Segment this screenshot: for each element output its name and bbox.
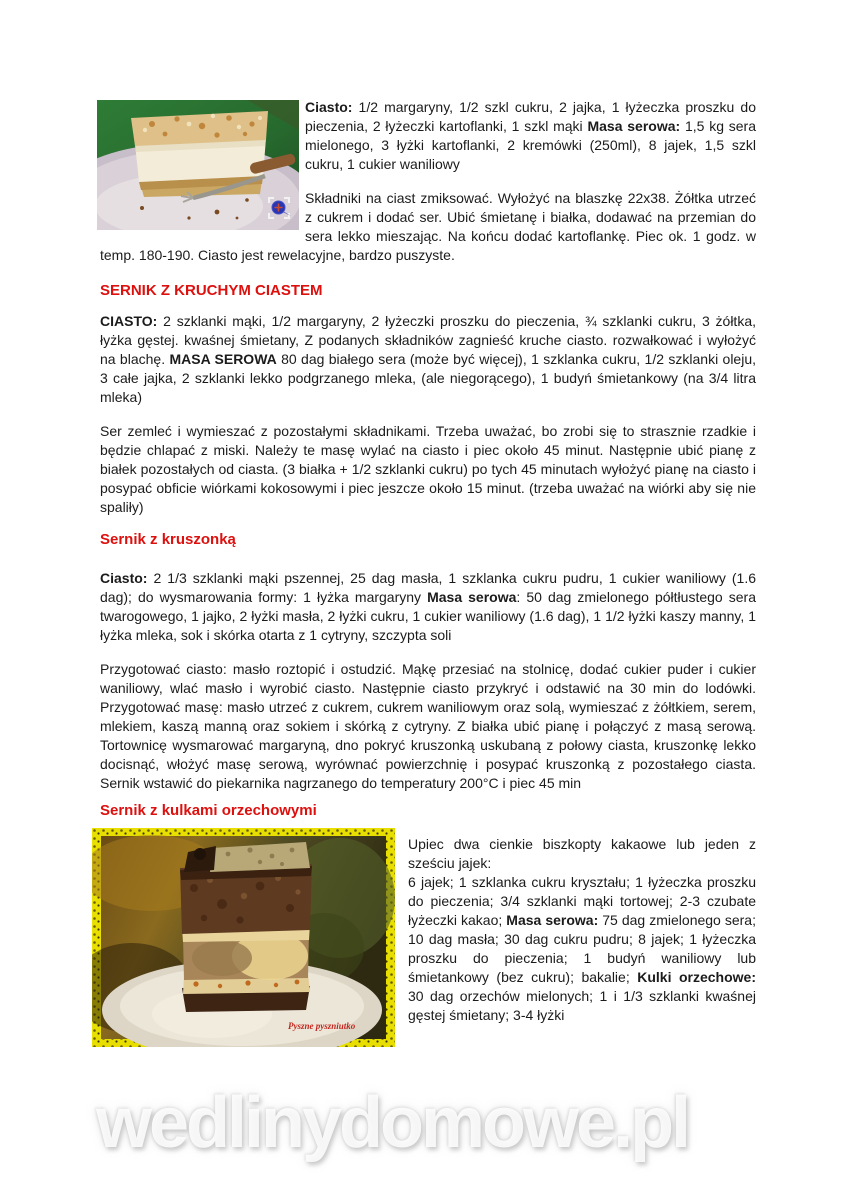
kulki-intro-line: Upiec dwa cienkie biszkopty kakaowe lub jeden z sześciu jajek: (408, 836, 756, 871)
label-masa-serowa-caps: MASA SEROWA (169, 351, 277, 367)
cake-slice (180, 842, 312, 1012)
document-body (100, 98, 756, 1050)
label-ciasto-caps: CIASTO: (100, 313, 158, 329)
cheesecake-photo (97, 100, 299, 230)
intro-method-paragraph: Składniki na ciast zmiksować. Wyłożyć na blaszkę 22x38. Żółtka utrzeć z cukrem i dodać ser. Ubić śmietanę i białka, dodawać na przemian do sera lekko mieszając. Na końcu dodać kartoflankę. Piec ok. 1 godz. w temp. 180-190. Ciasto jest rewelacyjne, bardzo puszyste. (100, 190, 756, 263)
label-masa-serowa: Masa serowa: (587, 118, 681, 134)
heading-sernik-z-kulkami-orzechowymi: Sernik z kulkami orzechowymi (100, 802, 317, 819)
kruszonka-method-paragraph: Przygotować ciasto: masło roztopić i ostudzić. Mąkę przesiać na stolnicę, dodać cukier puder i cukier waniliowy, wlać masło i wyrobić ciasto. Następnie ciasto przykryć i odstawić na 30 min do lodówki. Przygotować masę: masło utrzeć z cukrem, cukrem waniliowym oraz solą, wymieszać z żółtkiem, serem, mlekiem, kaszą manną oraz sokiem i skórką z cytryny. Z białka ubić pianę i połączyć z masą serową. Tortownicę wysmarować margaryną, dno pokryć kruszonką uskubaną z połowy ciasta, kruszonkę lekko docisnąć, włożyć masę serową, wyrównać powierzchnię i posypać kruszonką z pozostałego ciasta. Sernik wstawić do piekarnika nagrzanego do temperatury 200°C i piec 45 min (100, 661, 756, 791)
kruchy-method-paragraph: Ser zemleć i wymieszać z pozostałymi składnikami. Trzeba uważać, bo zrobi się to strasznie rzadkie i będzie chlapać z miski. Należy te masę wylać na ciasto i piec około 45 minut. Następnie ubić pianę z białek pozostałych od ciasta. (3 białka + 1/2 szklanki cukru) po tych 45 minutach wyłożyć pianę na ciasto i posypać obficie wiórkami kokosowymi i piec jeszcze około 15 minut. (trzeba uważać na wiórki aby się nie spaliły) (100, 423, 756, 515)
section-kulki (100, 820, 756, 1031)
chocolate-cake-photo-art (92, 828, 395, 1047)
photo-inner (92, 835, 395, 1047)
intro-ingredients-text-2: 1,5 kg sera mielonego, 3 łyżki kartoflanki, 2 kremówki (250ml), 8 jajek, 1,5 szkl cukru, 1 cukier waniliowy (305, 118, 756, 172)
kruchy-ingredients-text-1: 2 szklanki mąki, 1/2 margaryny, 2 łyżeczki proszku do pieczenia, ¾ szklanki cukru, 3 żółtka, łyżka gęstej. kwaśnej śmietany, Z podanych składników zagnieść kruche ciasto. rozwałkować i wyłożyć na blachę. (100, 313, 756, 367)
kruchy-ingredients-paragraph (100, 312, 756, 407)
heading-sernik-z-kruchym-ciastem: SERNIK Z KRUCHYM CIASTEM (100, 282, 323, 299)
intro-ingredients-text-1: 1/2 margaryny, 1/2 szkl cukru, 2 jajka, 1 łyżeczka proszku do pieczenia, 2 łyżeczki kartoflanki, 1 szkl mąki (305, 99, 756, 134)
watermark: wedlinydomowe.pl (96, 1083, 689, 1163)
kruchy-ingredients-text-2: 80 dag białego sera (może być więcej), 1 szklanka cukru, 1/2 szklanki oleju, 3 całe jajka, 2 szklanki lekko podgrzanego mleka, (ale niegorącego), 1 budyń śmietankowy (na 3/4 litra mleka) (100, 351, 757, 405)
kruszonka-ingredients-text-2: : 50 dag zmielonego półtłustego sera twarogowego, 1 jajko, 2 łyżki masła, 2 łyżki cukru, 1 cukier waniliowy (1.6 dag), 1 1/2 łyżki kaszy manny, 1 łyżka mleka, sok i skórka otarta z 1 cytryny, szczypta soli (100, 589, 756, 643)
kulki-ingredients-text-1: 6 jajek; 1 szklanka cukru kryształu; 1 łyżeczka proszku do pieczenia; 3/4 szklanki mąki tortowej; 2-3 czubate łyżeczki kakao; (408, 874, 756, 928)
kruszonka-ingredients-paragraph (100, 569, 756, 645)
label-ciasto-2: Ciasto: (100, 570, 148, 586)
kruszonka-ingredients-text-1: 2 1/3 szklanki mąki pszennej, 25 dag masła, 1 szklanka cukru pudru, 1 cukier waniliowy (1.6 dag); do wysmarowania formy: 1 łyżka margaryny (100, 570, 756, 605)
kulki-ingredients-text-3: 30 dag orzechów mielonych; 1 i 1/3 szklanki kwaśnej gęstej śmietany; 3-4 łyżki (408, 988, 756, 1023)
photo-signature: Pyszne pyszniutko (288, 1021, 356, 1031)
section-intro (100, 98, 756, 265)
label-masa-serowa-3: Masa serowa: (506, 912, 599, 928)
chocolate-cake-photo (92, 828, 395, 1047)
label-kulki-orzechowe: Kulki orzechowe: (637, 969, 756, 985)
label-ciasto: Ciasto: (305, 99, 353, 115)
heading-sernik-z-kruszonka: Sernik z kruszonką (100, 531, 236, 548)
kulki-ingredients-text-2: 75 dag zmielonego sera; 10 dag masła; 30 dag cukru pudru; 8 jajek; 1 łyżeczka proszku do pieczenia; 1 budyń waniliowy lub śmietankowy (bez cukru); bakalie; (408, 912, 756, 985)
label-masa-serowa-2: Masa serowa (427, 589, 517, 605)
cheesecake-photo-art (97, 100, 299, 230)
